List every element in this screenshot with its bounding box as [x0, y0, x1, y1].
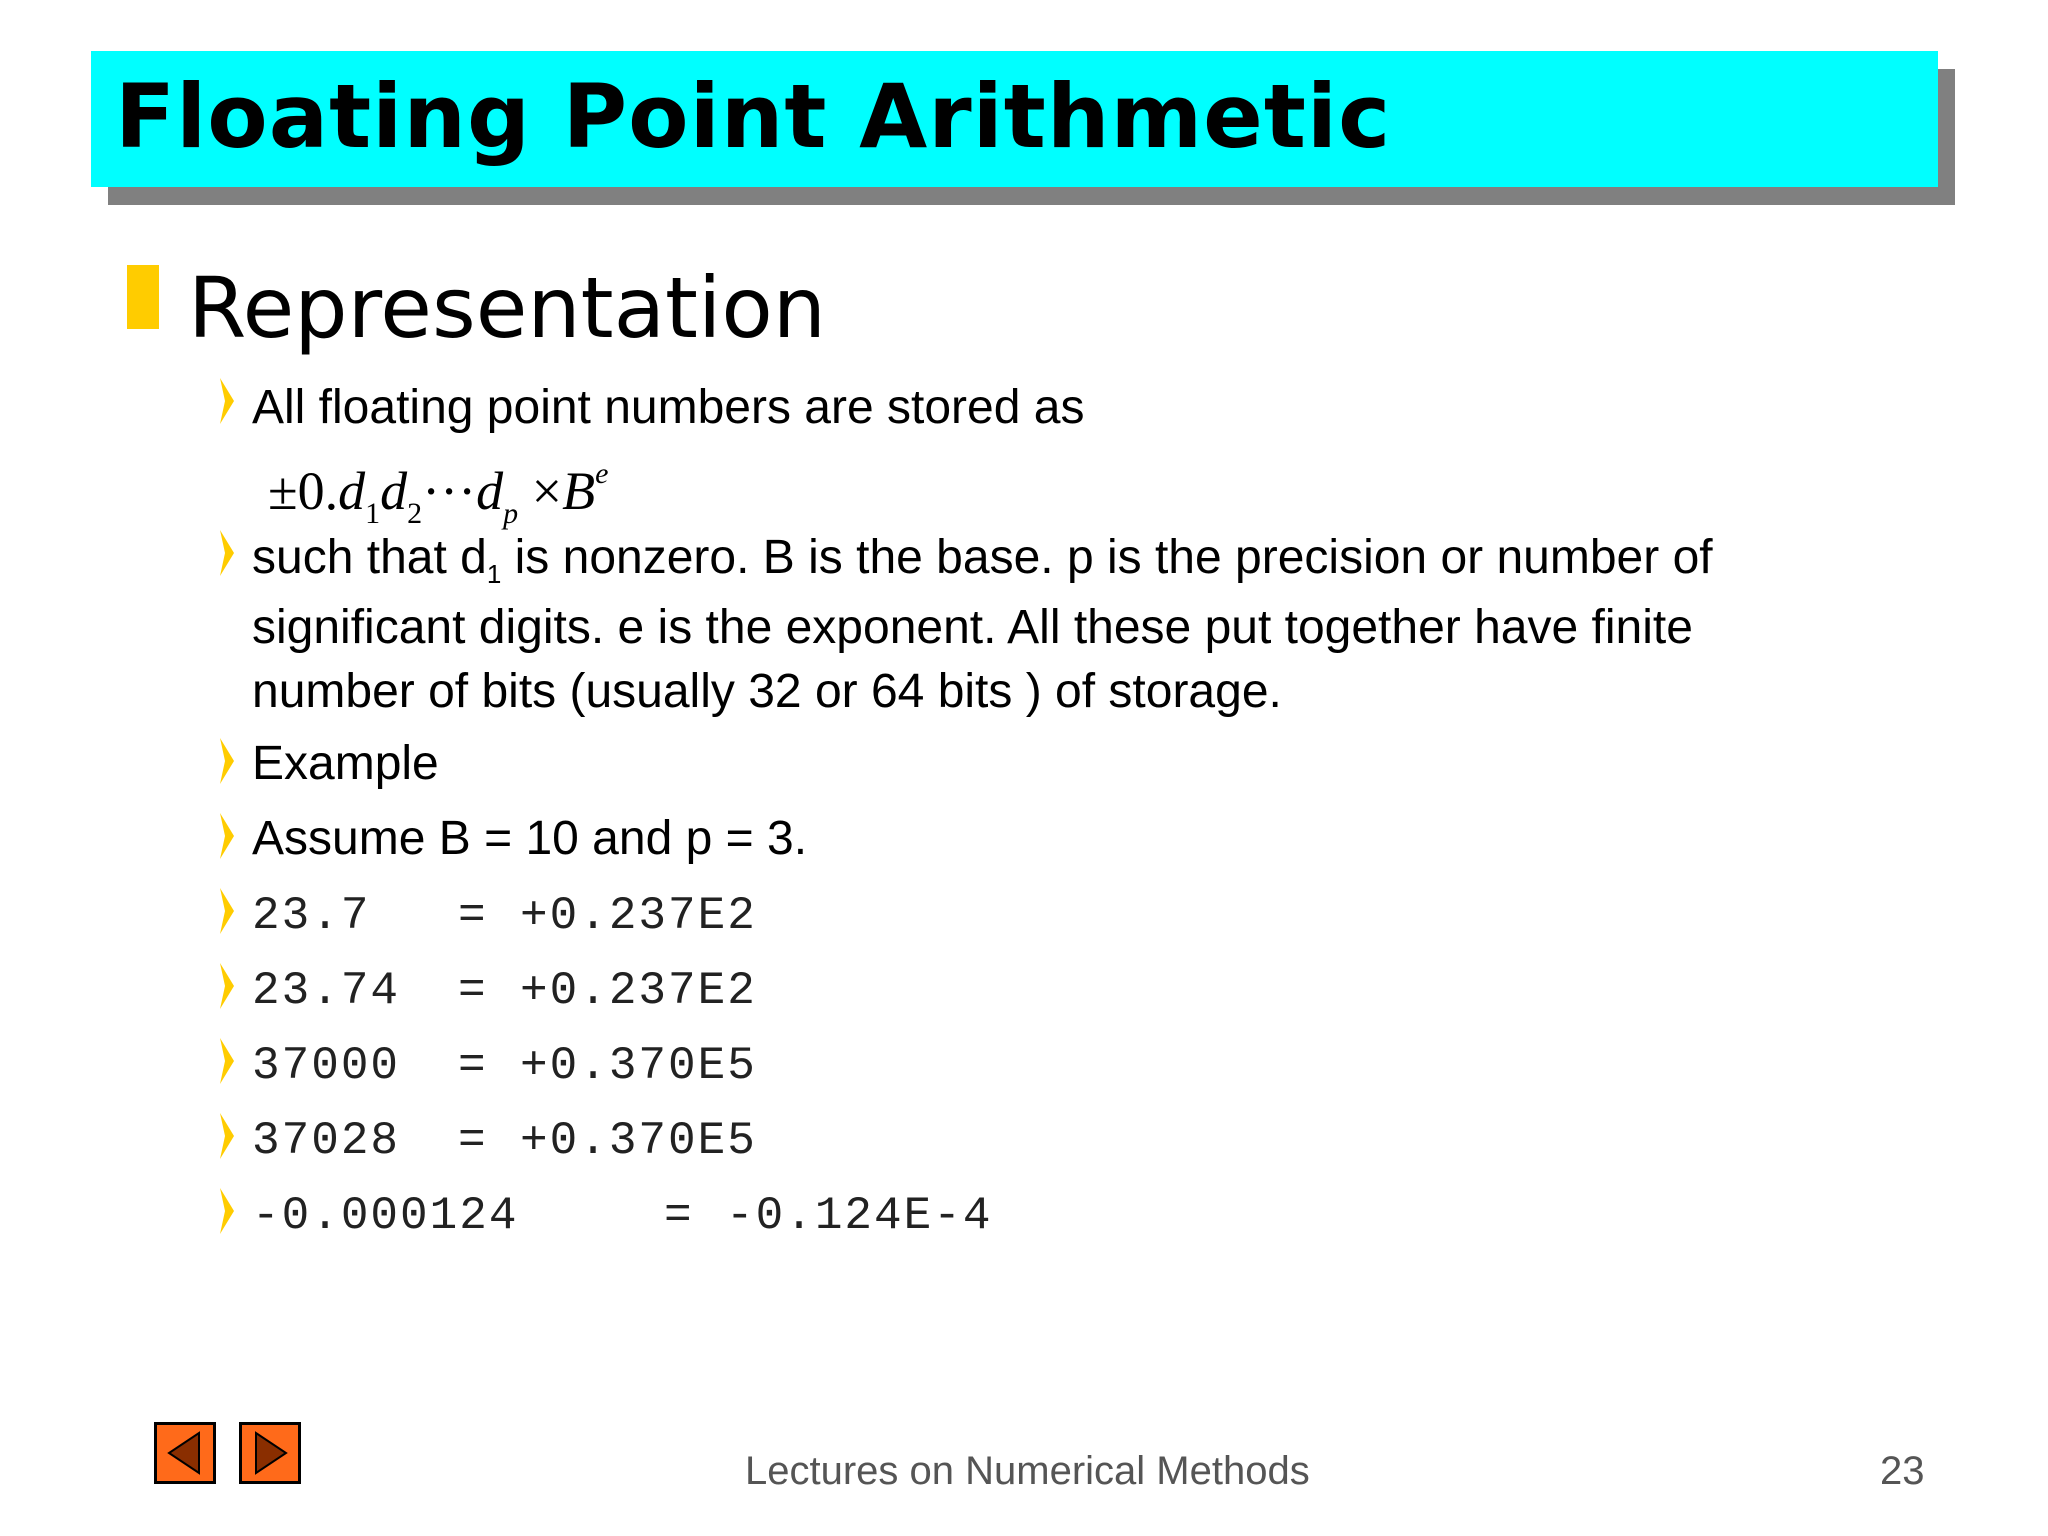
assumption-text: Assume B = 10 and p = 3. — [252, 812, 808, 865]
subscript-1: 1 — [486, 559, 502, 589]
previous-slide-button[interactable] — [154, 1422, 216, 1484]
formula-d1: d — [338, 461, 366, 521]
triangle-left-icon — [157, 1425, 213, 1481]
paragraph-line-2: significant digits. e is the exponent. All these put together have finite — [252, 601, 1693, 654]
formula-base: B — [562, 461, 596, 521]
example-lhs: 37000 — [252, 1040, 401, 1092]
paragraph-line-1b: is nonzero. B is the base. p is the precision or number of — [501, 531, 1713, 584]
formula-dp: d — [476, 461, 504, 521]
paragraph-line-1a: such that d — [252, 531, 487, 584]
example-lhs: -0.000124 — [252, 1190, 519, 1242]
formula-sub2: 2 — [407, 497, 423, 530]
formula-sub1: 1 — [365, 497, 381, 530]
example-equals: = — [458, 890, 488, 942]
example-lhs: 37028 — [252, 1115, 401, 1167]
description-paragraph — [252, 526, 1713, 724]
example-equals: = — [458, 965, 488, 1017]
example-equals: = — [664, 1190, 694, 1242]
slide-title: Floating Point Arithmetic — [115, 65, 1392, 168]
example-equals: = — [458, 1040, 488, 1092]
paragraph-line-1 — [252, 526, 1713, 590]
formula — [268, 456, 609, 530]
next-slide-button[interactable] — [239, 1422, 301, 1484]
formula-prefix: ±0. — [268, 461, 339, 521]
arrow-bullet-icon — [216, 738, 234, 784]
page-number: 23 — [1880, 1449, 1925, 1493]
example-label: Example — [252, 737, 439, 790]
formula-exp: e — [595, 457, 609, 490]
title-bar — [91, 51, 1938, 187]
example-rhs: +0.237E2 — [520, 890, 757, 942]
formula-times: × — [518, 461, 563, 521]
example-lhs: 23.7 — [252, 890, 371, 942]
section-heading: Representation — [188, 259, 826, 357]
arrow-bullet-icon — [216, 1113, 234, 1159]
arrow-bullet-icon — [216, 963, 234, 1009]
footer-course-title: Lectures on Numerical Methods — [745, 1449, 1310, 1493]
arrow-bullet-icon — [216, 1038, 234, 1084]
formula-subp: p — [503, 497, 519, 530]
intro-text: All floating point numbers are stored as — [252, 381, 1085, 434]
arrow-bullet-icon — [216, 1188, 234, 1234]
triangle-right-icon — [242, 1425, 298, 1481]
formula-dots: ··· — [422, 461, 477, 521]
example-equals: = — [458, 1115, 488, 1167]
example-lhs: 23.74 — [252, 965, 401, 1017]
example-rhs: +0.370E5 — [520, 1115, 757, 1167]
arrow-bullet-icon — [216, 378, 234, 424]
arrow-bullet-icon — [216, 813, 234, 859]
example-rhs: +0.370E5 — [520, 1040, 757, 1092]
arrow-bullet-icon — [216, 530, 234, 576]
paragraph-line-3: number of bits (usually 32 or 64 bits ) of storage. — [252, 665, 1282, 718]
example-rhs: -0.124E-4 — [726, 1190, 993, 1242]
example-rhs: +0.237E2 — [520, 965, 757, 1017]
arrow-bullet-icon — [216, 888, 234, 934]
heading-marker — [127, 265, 159, 329]
formula-d2: d — [380, 461, 408, 521]
